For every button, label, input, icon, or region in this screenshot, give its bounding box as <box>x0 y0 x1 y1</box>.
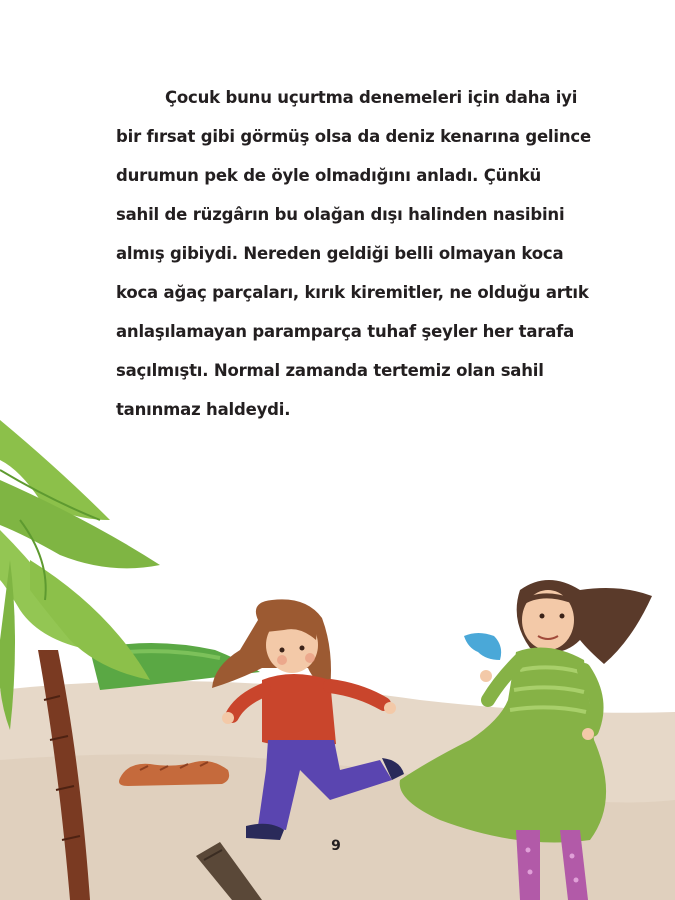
story-line: sahil de rüzgârın bu olağan dışı halinden nasibini <box>116 205 565 224</box>
story-text <box>116 78 591 429</box>
story-line: anlaşılamayan paramparça tuhaf şeyler her tarafa <box>116 322 575 341</box>
beach-illustration <box>0 400 675 900</box>
story-line: durumun pek de öyle olmadığını anladı. Çünkü <box>116 166 542 185</box>
story-line: koca ağaç parçaları, kırık kiremitler, ne olduğu artık <box>116 283 589 302</box>
story-line: saçılmıştı. Normal zamanda tertemiz olan sahil <box>116 361 544 380</box>
story-line: bir fırsat gibi görmüş olsa da deniz kenarına gelince <box>116 127 591 146</box>
page-number: 9 <box>331 838 341 854</box>
story-line: Çocuk bunu uçurtma denemeleri için daha iyi <box>165 88 578 107</box>
story-line: tanınmaz haldeydi. <box>116 400 291 419</box>
story-line: almış gibiydi. Nereden geldiği belli olmayan koca <box>116 244 564 263</box>
